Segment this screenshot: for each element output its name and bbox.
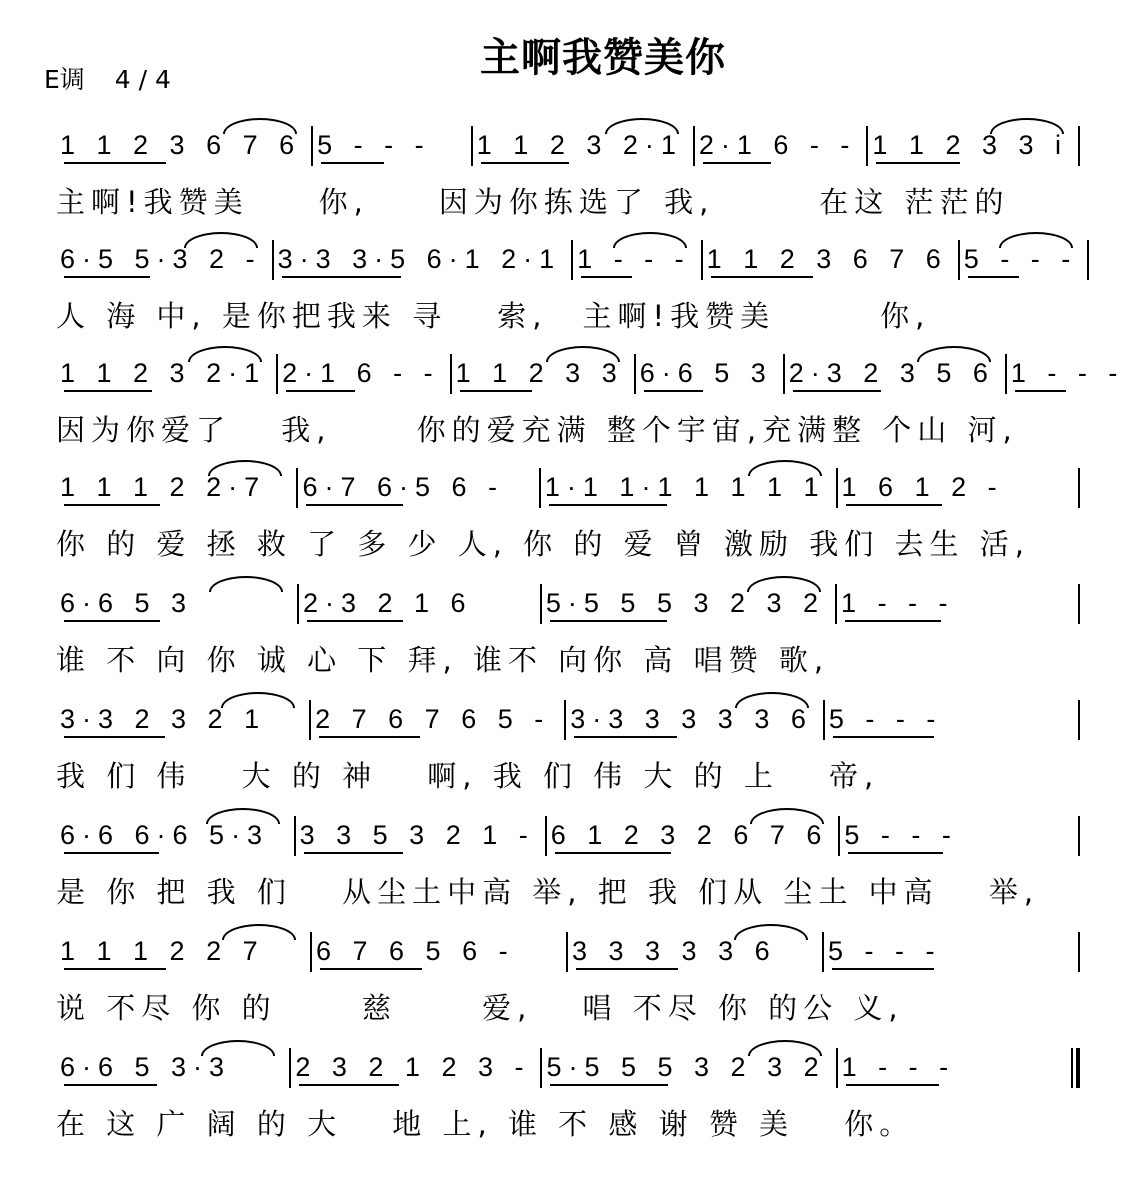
measure (56, 232, 272, 292)
score-system (56, 924, 1080, 1028)
measure-notes: 6·5 5·3 2 - (60, 244, 262, 274)
measure-notes: 1 1 2 3 3 (455, 358, 624, 388)
measure-notes: 6·7 6·5 6 - (302, 472, 505, 502)
final-barline (1071, 1048, 1080, 1088)
lyrics-line: 在 这 广 阔 的 大 地 上, 谁 不 感 谢 赞 美 你。 (56, 1107, 915, 1141)
song-title: 主啊我赞美你 (480, 35, 726, 81)
notes-row (56, 1040, 1080, 1100)
slur-mark (209, 576, 283, 592)
measure (56, 808, 294, 868)
rhythm-beam (64, 1084, 157, 1086)
key-label: E调 (44, 65, 85, 94)
measure (840, 808, 1078, 868)
rhythm-beam (282, 276, 401, 278)
measure (56, 118, 311, 178)
measure (695, 118, 867, 178)
measure (452, 346, 634, 406)
rhythm-beam (968, 276, 1019, 278)
rhythm-beam (550, 620, 667, 622)
rhythm-beam (581, 276, 632, 278)
score-system (56, 692, 1080, 796)
measure-notes: 1 - - - (841, 588, 955, 618)
measure (868, 118, 1078, 178)
measure (56, 692, 309, 752)
rhythm-beam (876, 162, 960, 164)
notes-row (56, 346, 1125, 406)
barline (1078, 126, 1080, 166)
rhythm-beam (460, 390, 533, 392)
measure-notes: 5 - - - (963, 244, 1078, 274)
measure-notes: 2 7 6 7 6 5 - (315, 704, 551, 734)
notes-row (56, 232, 1080, 292)
rhythm-beam (845, 620, 941, 622)
rhythm-beam (319, 736, 420, 738)
measure-notes: 3 3 3 3 3 6 (572, 936, 777, 966)
measure (573, 232, 701, 292)
measure-notes: 1 6 1 2 - (841, 472, 1004, 502)
measure-notes: 2·3 2 3 5 6 (788, 358, 995, 388)
measure-notes: 5·5 5 5 3 2 3 2 (546, 1052, 826, 1082)
measure (824, 924, 1078, 984)
rhythm-beam (304, 852, 404, 854)
rhythm-beam (321, 162, 384, 164)
rhythm-beam (644, 390, 703, 392)
rhythm-beam (576, 968, 678, 970)
barline (1078, 584, 1080, 624)
measure-notes: 6 1 2 3 2 6 7 6 (550, 820, 829, 850)
measure-notes: 2 3 2 1 2 3 - (295, 1052, 531, 1082)
barline (1078, 700, 1080, 740)
lyrics-line: 人 海 中, 是你把我来 寻 索, 主啊!我赞美 你, (56, 299, 931, 333)
measure (636, 346, 783, 406)
measure-notes: 2·1 6 - - (698, 130, 857, 160)
rhythm-beam (299, 1084, 399, 1086)
measure (566, 692, 823, 752)
measure-notes: 1 - - - (577, 244, 691, 274)
lyrics-line: 谁 不 向 你 诚 心 下 拜, 谁不 向你 高 唱赞 歌, (56, 643, 830, 677)
measure-notes: 5 - - - (828, 936, 942, 966)
measure-notes: 1 1 2 3 3 i (872, 130, 1068, 160)
rhythm-beam (64, 390, 152, 392)
rhythm-beam (832, 968, 934, 970)
rhythm-beam (320, 968, 422, 970)
rhythm-beam (64, 620, 160, 622)
measure-notes: 1 1 2 3 2·1 (476, 130, 683, 160)
measure (547, 808, 839, 868)
rhythm-beam (846, 504, 942, 506)
notes-row (56, 576, 1080, 636)
measure-notes: 6·6 5 3 (639, 358, 773, 388)
measure-notes: 6·6 5 3·3 (60, 1052, 232, 1082)
rhythm-beam (64, 504, 160, 506)
measure (56, 924, 310, 984)
notes-row (56, 924, 1080, 984)
measure-notes: 1 1 1 2 2 7 (60, 936, 265, 966)
measure (785, 346, 1005, 406)
measure-notes: 5 - - - (828, 704, 943, 734)
rhythm-beam (711, 276, 813, 278)
measure-notes: 1 1 2 3 6 7 6 (706, 244, 948, 274)
notes-row (56, 118, 1080, 178)
measure (296, 808, 545, 868)
score-system (56, 118, 1080, 222)
rhythm-beam (64, 736, 165, 738)
rhythm-beam (64, 162, 166, 164)
rhythm-beam (574, 736, 677, 738)
measure-notes: 6·6 5 3 (60, 588, 194, 618)
measure (837, 576, 1078, 636)
measure (1007, 346, 1134, 406)
barline (1078, 932, 1080, 972)
measure (838, 1040, 1071, 1100)
notes-row (56, 460, 1080, 520)
rhythm-beam (550, 1084, 667, 1086)
measure (313, 118, 471, 178)
rhythm-beam (64, 968, 166, 970)
measure (825, 692, 1078, 752)
measure (311, 692, 564, 752)
score-system (56, 232, 1080, 336)
measure-notes: 5 - - - (844, 820, 958, 850)
measure (56, 576, 297, 636)
time-signature: 4 / 4 (114, 65, 171, 94)
measure-notes: 5 - - - (317, 130, 431, 160)
measure-notes: 5·5 5 5 3 2 3 2 (545, 588, 826, 618)
rhythm-beam (848, 852, 943, 854)
measure (56, 460, 296, 520)
measure (541, 460, 836, 520)
measure (291, 1040, 540, 1100)
measure (568, 924, 822, 984)
barline (1078, 816, 1080, 856)
barline (1087, 240, 1089, 280)
measure-notes: 2·3 2 1 6 (302, 588, 473, 618)
measure-notes: 3·3 3 3 3 3 6 (570, 704, 813, 734)
measure-notes: 3·3 3·5 6·1 2·1 (277, 244, 562, 274)
score-system (56, 346, 1125, 450)
lyrics-line: 是 你 把 我 们 从尘土中高 举, 把 我 们从 尘土 中高 举, (56, 875, 1040, 909)
lyrics-line: 因为你爱了 我, 你的爱充满 整个宇宙,充满整 个山 河, (56, 413, 1018, 447)
measure-notes: 1 1 2 3 2·1 (60, 358, 267, 388)
notes-row (56, 692, 1080, 752)
rhythm-beam (549, 504, 667, 506)
measure (298, 460, 538, 520)
measure (542, 1040, 835, 1100)
score-system (56, 460, 1080, 564)
measure-notes: 1 - - - (1010, 358, 1125, 388)
key-signature (44, 60, 193, 96)
rhythm-beam (1015, 390, 1066, 392)
lyrics-line: 你 的 爱 拯 救 了 多 少 人, 你 的 爱 曾 激励 我们 去生 活, (56, 527, 1030, 561)
score-system (56, 576, 1080, 680)
score-system (56, 808, 1080, 912)
measure-notes: 1 1 1 2 2·7 (60, 472, 267, 502)
barline (1078, 468, 1080, 508)
rhythm-beam (307, 620, 403, 622)
measure-notes: 3·3 2 3 2 1 (60, 704, 267, 734)
measure (56, 346, 276, 406)
lyrics-line: 我 们 伟 大 的 神 啊, 我 们 伟 大 的 上 帝, (56, 759, 880, 793)
measure-notes: 6 7 6 5 6 - (316, 936, 515, 966)
measure (838, 460, 1078, 520)
measure-notes: 1 1 2 3 6 7 6 (60, 130, 302, 160)
measure (56, 1040, 289, 1100)
measure-notes: 1·1 1·1 1 1 1 1 (544, 472, 826, 502)
measure-notes: 3 3 5 3 2 1 - (299, 820, 535, 850)
rhythm-beam (793, 390, 881, 392)
rhythm-beam (833, 736, 934, 738)
measure-notes: 6·6 6·6 5·3 (60, 820, 270, 850)
lyrics-line: 说 不尽 你 的 慈 爱, 唱 不尽 你 的公 义, (56, 991, 904, 1025)
measure (278, 346, 450, 406)
lyrics-line: 主啊!我赞美 你, 因为你拣选了 我, 在这 茫茫的 (56, 185, 1010, 219)
measure (299, 576, 540, 636)
rhythm-beam (703, 162, 772, 164)
rhythm-beam (481, 162, 569, 164)
rhythm-beam (64, 276, 150, 278)
rhythm-beam (64, 852, 159, 854)
rhythm-beam (306, 504, 402, 506)
rhythm-beam (286, 390, 355, 392)
measure-notes: 2·1 6 - - (282, 358, 440, 388)
measure (473, 118, 693, 178)
measure (274, 232, 572, 292)
measure-notes: 1 - - - (841, 1052, 956, 1082)
rhythm-beam (555, 852, 672, 854)
measure (542, 576, 835, 636)
measure (312, 924, 566, 984)
score-system (56, 1040, 1080, 1144)
measure (960, 232, 1088, 292)
measure (703, 232, 958, 292)
rhythm-beam (846, 1084, 939, 1086)
notes-row (56, 808, 1080, 868)
